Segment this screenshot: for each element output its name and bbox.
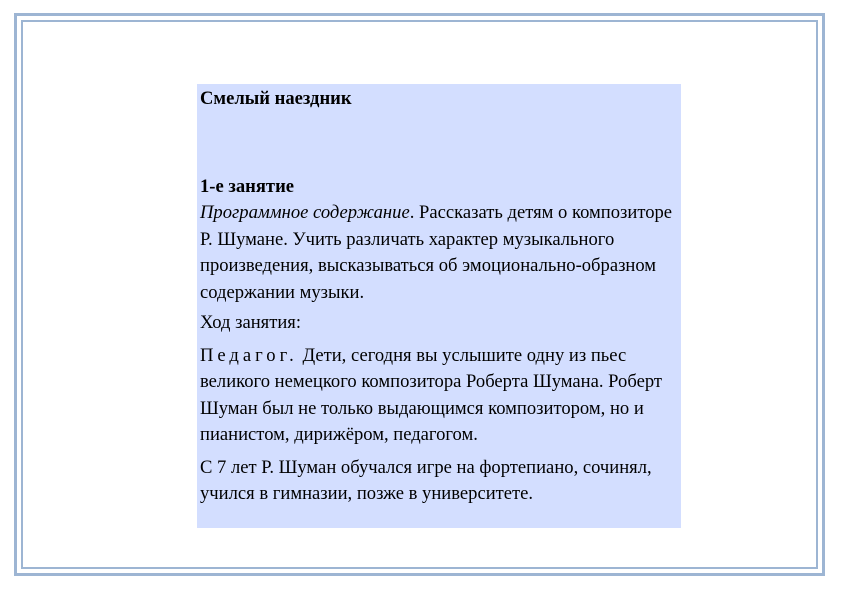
program-text: . Рассказать детям о композиторе Р. Шумане. Учить различать характер музыкального произведения, высказываться об эмоционально-образном содержании музыки.	[200, 202, 673, 303]
teacher-text: Дети, сегодня вы услышите одну из пьес великого немецкого композитора Роберта Шумана. Роберт Шуман был не только выдающимся композитором, но и пианистом, дирижёром, педагогом.	[200, 344, 662, 445]
document-title: Смелый наездник	[200, 88, 352, 109]
teacher-label: Педагог.	[200, 344, 298, 366]
last-paragraph: С 7 лет Р. Шуман обучался игре на фортепиано, сочинял, учился в гимназии, позже в университете.	[200, 456, 652, 504]
program-label: Программное содержание	[200, 202, 410, 223]
course-label: Ход занятия:	[200, 312, 302, 333]
program-paragraph	[200, 200, 681, 306]
teacher-paragraph	[200, 343, 681, 449]
text-box	[197, 84, 681, 528]
lesson-heading: 1-е занятие	[200, 175, 295, 197]
blank-space	[200, 113, 681, 174]
